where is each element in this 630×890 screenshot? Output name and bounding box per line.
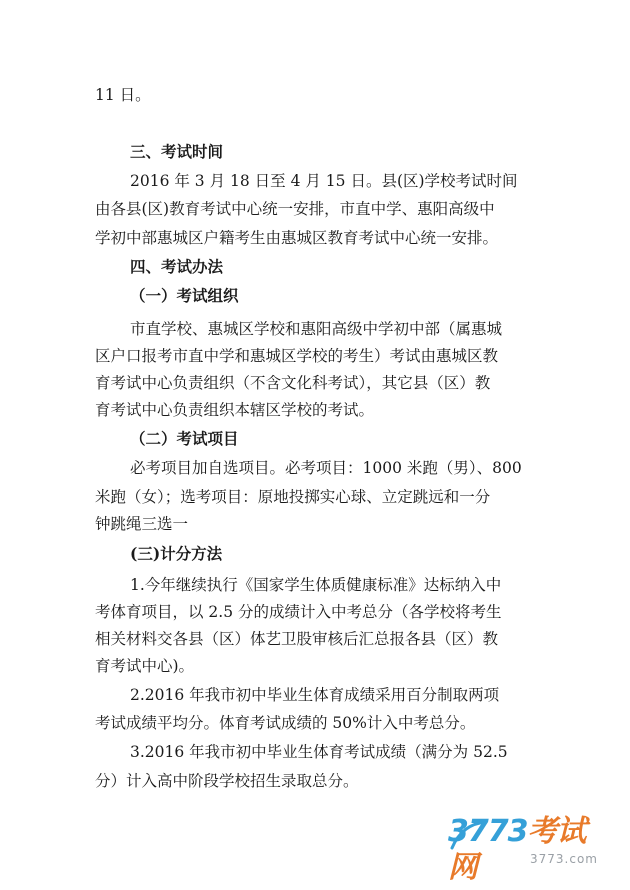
- text-line: 区户口报考市直中学和惠城区学校的考生）考试由惠城区教: [95, 347, 499, 365]
- text-line: 1.今年继续执行《国家学生体质健康标准》达标纳入中: [130, 576, 502, 594]
- subheading-exam-items: （二）考试项目: [130, 429, 239, 448]
- site-watermark-logo: [448, 814, 608, 885]
- text-line: 育考试中心负责组织（不含文化科考试），其它县（区）教: [95, 374, 491, 392]
- text-line: 相关材料交各县（区）体艺卫股审核后汇总报各县（区）教: [95, 630, 499, 648]
- text-line: 2016 年 3 月 18 日至 4 月 15 日。县(区)学校考试时间: [130, 172, 518, 190]
- text-line: 钟跳绳三选一: [95, 515, 189, 533]
- text-line: 考体育项目，以 2.5 分的成绩计入中考总分（各学校将考生: [95, 603, 502, 621]
- text-line: 育考试中心负责组织本辖区学校的考试。: [95, 401, 375, 419]
- section-heading-exam-method: 四、考试办法: [130, 257, 224, 276]
- watermark-number: 3773: [448, 814, 528, 849]
- text-line: 分）计入高中阶段学校招生录取总分。: [95, 772, 359, 790]
- text-line: 由各县(区)教育考试中心统一安排，市直中学、惠阳高级中: [95, 200, 495, 218]
- subheading-exam-organization: （一）考试组织: [130, 286, 239, 305]
- text-line: 3.2016 年我市初中毕业生体育考试成绩（满分为 52.5: [130, 743, 508, 761]
- text-line: 考试成绩平均分。体育考试成绩的 50%计入中考总分。: [95, 714, 476, 732]
- text-line: 学初中部惠城区户籍考生由惠城区教育考试中心统一安排。: [95, 229, 499, 247]
- text-line: 2.2016 年我市初中毕业生体育成绩采用百分制取两项: [130, 686, 500, 704]
- subheading-scoring-method: (三)计分方法: [130, 544, 223, 563]
- watermark-chinese: 考试网: [448, 814, 586, 885]
- watermark-url: 3773.com: [530, 852, 598, 866]
- text-line: 必考项目加自选项目。必考项目：1000 米跑（男）、800: [130, 459, 522, 477]
- text-line: 市直学校、惠城区学校和惠阳高级中学初中部（属惠城: [130, 320, 503, 338]
- text-line: 11 日。: [95, 86, 151, 104]
- section-heading-exam-time: 三、考试时间: [130, 142, 224, 161]
- text-line: 米跑（女）；选考项目：原地投掷实心球、立定跳远和一分: [95, 488, 491, 506]
- text-line: 育考试中心)。: [95, 657, 195, 675]
